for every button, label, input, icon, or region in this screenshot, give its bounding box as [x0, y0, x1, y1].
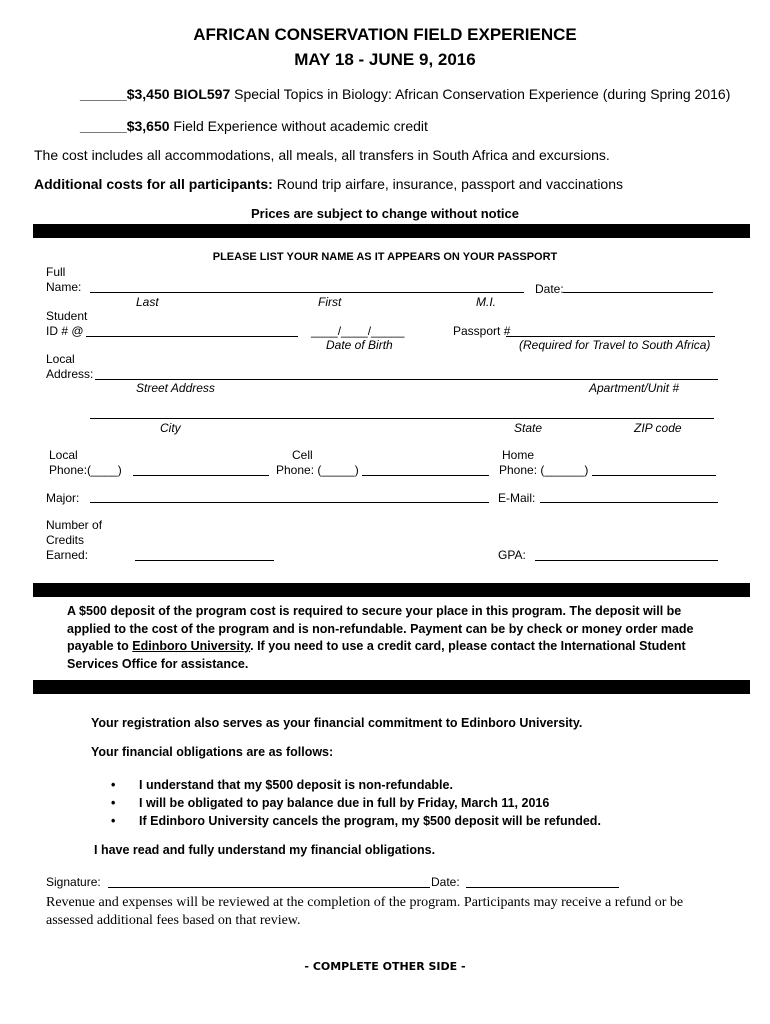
option-blank: ______	[80, 86, 127, 102]
revenue-note: Revenue and expenses will be reviewed at the completion of the program. Participants may receive a refund or be assessed additional fees based on that review.	[46, 895, 684, 928]
city-state-zip-field[interactable]	[90, 418, 714, 419]
credits-label-3: Earned:	[46, 548, 89, 562]
footer-note: - COMPLETE OTHER SIDE -	[304, 960, 466, 973]
local-phone-label: Local	[49, 448, 78, 462]
date-field[interactable]	[563, 292, 713, 293]
deposit-text-1: A $500 deposit of the program cost is required to secure your place in this program. The deposit will be applied to the cost of the program and is non-refundable. Payment can be by check or money order made payable to	[67, 604, 694, 653]
obligation-text: I will be obligated to pay balance due in full by Friday, March 11, 2016	[139, 796, 550, 810]
section-divider	[33, 224, 750, 238]
home-phone-field[interactable]	[592, 475, 716, 476]
apartment-caption: Apartment/Unit #	[589, 381, 680, 395]
street-address-caption: Street Address	[136, 381, 215, 395]
list-item	[111, 794, 601, 812]
signature-date-field[interactable]	[466, 887, 619, 888]
bullet-icon: •	[111, 796, 116, 810]
email-label: E-Mail:	[498, 491, 536, 505]
home-phone-label: Home	[502, 448, 535, 462]
credits-field[interactable]	[135, 560, 274, 561]
option-price: $3,650	[126, 118, 170, 134]
deposit-notice	[67, 603, 717, 673]
student-id-field[interactable]	[86, 336, 298, 337]
cell-phone-field[interactable]	[362, 475, 489, 476]
credits-label: Number of	[46, 518, 103, 532]
signature-date-label: Date:	[431, 875, 460, 889]
credits-label-2: Credits	[46, 533, 85, 547]
price-notice: Prices are subject to change without notice	[250, 206, 519, 221]
local-address-label: Local	[46, 352, 75, 366]
obligation-text: If Edinboro University cancels the program, my $500 deposit will be refunded.	[139, 814, 601, 828]
passport-instruction: PLEASE LIST YOUR NAME AS IT APPEARS ON YOUR PASSPORT	[212, 251, 558, 263]
local-address-label-2: Address:	[46, 367, 94, 381]
signature-label: Signature:	[46, 875, 101, 889]
bullet-icon: •	[111, 778, 116, 792]
acknowledgement: I have read and fully understand my financial obligations.	[94, 843, 436, 857]
list-item	[111, 776, 601, 794]
passport-caption: (Required for Travel to South Africa)	[519, 338, 711, 352]
local-phone-field[interactable]	[133, 475, 269, 476]
obligations-list	[111, 776, 601, 830]
passport-field[interactable]	[506, 336, 715, 337]
local-phone-prefix: Phone:(____)	[49, 463, 122, 477]
option-description: Special Topics in Biology: African Conservation Experience (during Spring 2016)	[230, 86, 731, 102]
additional-costs-text: Round trip airfare, insurance, passport and vaccinations	[272, 176, 624, 192]
option-description: Field Experience without academic credit	[169, 118, 428, 134]
email-field[interactable]	[540, 502, 718, 503]
middle-initial-caption: M.I.	[476, 295, 496, 309]
student-id-label-2: ID # @	[46, 324, 84, 338]
cost-includes: The cost includes all accommodations, all meals, all transfers in South Africa and excursions.	[34, 147, 610, 163]
option-blank: ______	[80, 118, 127, 134]
option-no-credit[interactable]	[80, 118, 428, 134]
street-address-field[interactable]	[95, 379, 718, 380]
list-item	[111, 812, 601, 830]
date-label: Date:	[535, 282, 564, 296]
first-name-caption: First	[318, 295, 342, 309]
gpa-field[interactable]	[535, 560, 718, 561]
last-name-caption: Last	[136, 295, 159, 309]
option-price: $3,450 BIOL597	[126, 86, 231, 102]
date-of-birth-caption: Date of Birth	[326, 338, 393, 352]
cell-phone-prefix: Phone: (_____)	[276, 463, 359, 477]
obligations-heading: Your financial obligations are as follows:	[91, 745, 334, 759]
section-divider	[33, 680, 750, 694]
payee-name: Edinboro University	[132, 639, 251, 653]
passport-label: Passport #	[453, 324, 511, 338]
option-biol597[interactable]	[80, 86, 730, 102]
zip-caption: ZIP code	[634, 421, 682, 435]
city-caption: City	[160, 421, 181, 435]
commitment-statement: Your registration also serves as your financial commitment to Edinboro University.	[91, 716, 583, 730]
major-field[interactable]	[90, 502, 489, 503]
state-caption: State	[514, 421, 543, 435]
signature-field[interactable]	[108, 887, 430, 888]
student-id-label: Student	[46, 309, 88, 323]
additional-costs-label: Additional costs for all participants:	[34, 176, 273, 192]
full-name-label: Full	[46, 265, 66, 279]
program-dates: MAY 18 - JUNE 9, 2016	[294, 50, 476, 69]
bullet-icon: •	[111, 814, 116, 828]
document-title: AFRICAN CONSERVATION FIELD EXPERIENCE	[193, 25, 577, 44]
cell-phone-label: Cell	[292, 448, 313, 462]
gpa-label: GPA:	[498, 548, 526, 562]
section-divider	[33, 583, 750, 597]
additional-costs	[34, 176, 623, 192]
major-label: Major:	[46, 491, 80, 505]
full-name-field[interactable]	[90, 292, 524, 293]
home-phone-prefix: Phone: (______)	[499, 463, 589, 477]
full-name-label-2: Name:	[46, 280, 82, 294]
obligation-text: I understand that my $500 deposit is non-refundable.	[139, 778, 453, 792]
date-of-birth-field[interactable]: ____/____/_____	[311, 324, 405, 338]
deposit-text-2: . If you need to use a credit card, please contact the International Student Services Office for assistance.	[67, 639, 686, 671]
